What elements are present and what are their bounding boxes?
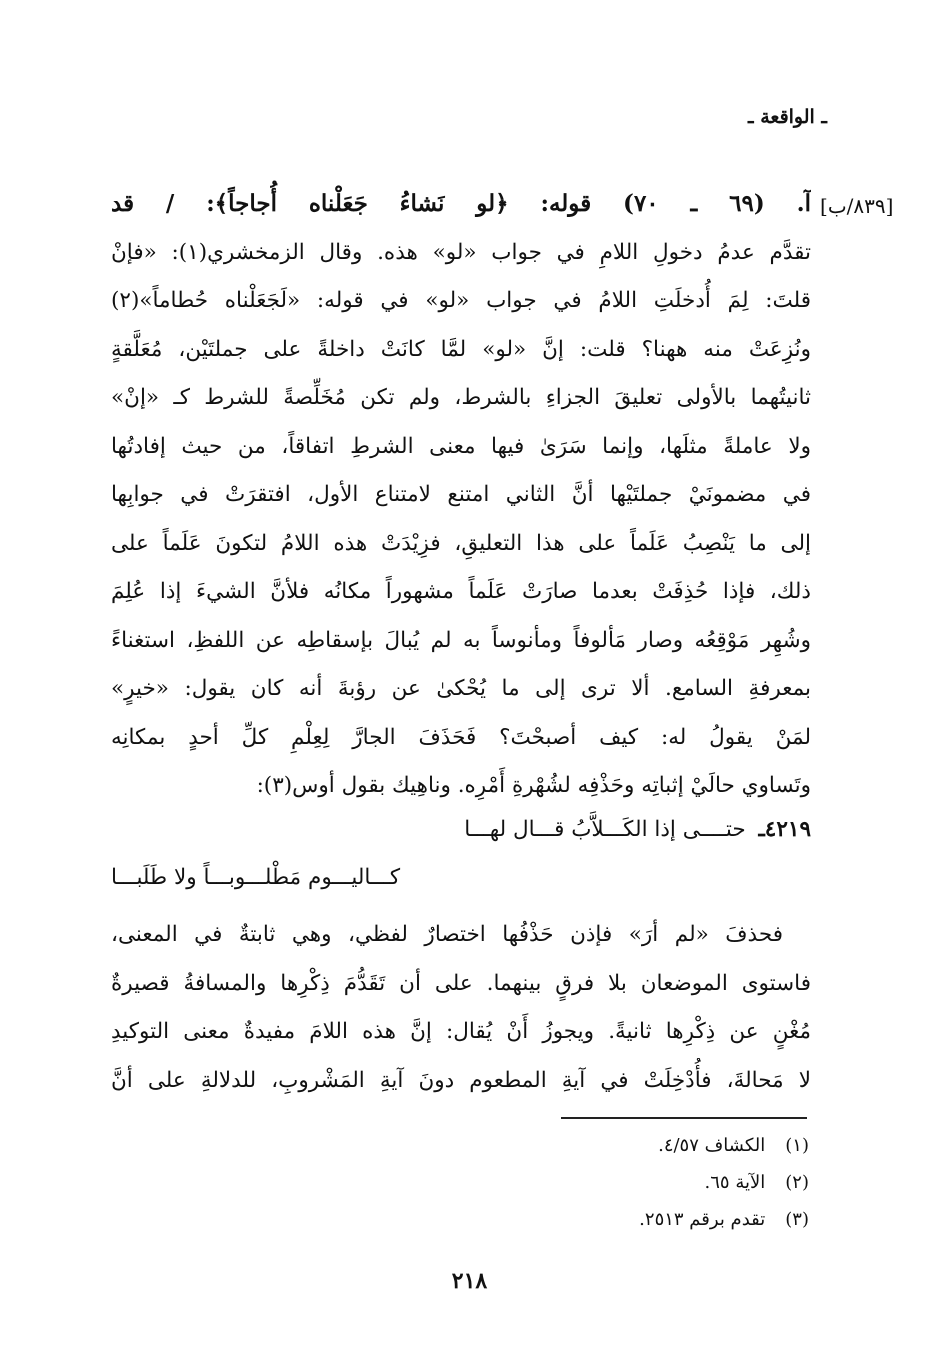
body-line: ونُزِعَتْ منه ههنا؟ قلت: إنَّ «لو» لمَّا كانَتْ داخلةً على جملتَيْن، مُعَلَّقةٍ <box>111 336 811 362</box>
running-header: ـ الواقعة ـ <box>748 106 827 128</box>
body-line: قلتَ: لِمَ أُدخلَتِ اللامُ في جواب «لو» في قوله: «لَجَعَلْناه حُطاماً»(٢) <box>111 288 811 313</box>
body-line: فحذفَ «لم أرَ» فإذن حَذْفُها اختصارٌ لفظي، وهي ثابتةٌ في المعنى، <box>111 922 783 947</box>
verse-hemistich-1 <box>111 806 811 854</box>
footnote-text: الآية ٦٥. <box>704 1172 766 1193</box>
margin-reference: [٨٣٩/ب] <box>820 194 894 218</box>
body-line: ذلك، فإذا حُذِفَتْ بعدما صارَتْ عَلَماً مشهوراً مكانُه فلأنَّ الشيءَ إذا عُلِمَ <box>111 579 811 604</box>
footnote-text: تقدم برقم ٢٥١٣. <box>639 1209 766 1230</box>
body-line-heading: آ. (٦٩ ـ ٧٠) قوله: ﴿لو نَشاءُ جَعَلْناه أُجاجاً﴾: / قد <box>111 190 811 217</box>
footnote-item <box>409 1127 809 1164</box>
body-line: بمعرفةِ السامع. ألا ترى إلى ما يُحْكىٰ عن رؤبةَ أنه كان يقول: «خيرٍ» <box>111 676 811 701</box>
body-text <box>111 180 811 811</box>
body-paragraph-2 <box>111 912 811 1106</box>
verse-line-1-text: حتــــى إذا الكَـــلاَّبُ قـــال لهـــا <box>464 817 746 842</box>
poetry-verse <box>111 806 811 902</box>
body-line: فاستوى الموضعان بلا فرقٍ بينهما. على أن تَقَدُّمَ ذِكْرِها والمسافةُ قصيرةٌ <box>111 970 811 996</box>
body-line: ثانيتُهما بالأولى تعليقَ الجزاءِ بالشرط، ولم تكن مُخَلِّصةً للشرط كـ «إنْ» <box>111 385 811 410</box>
body-line: لمَنْ يقولُ له: كيف أصبحْتَ؟ فَحَذَفَ الجارَّ لِعِلْمِ كلِّ أحدٍ بمكانِه <box>111 724 811 750</box>
footnote-number: (١) <box>785 1135 809 1156</box>
footnote-text: الكشاف ٤/٥٧. <box>658 1135 766 1156</box>
body-line: إلى ما يَنْصِبُ عَلَماً على هذا التعليقِ، فزِيْدَتْ هذه اللامُ لتكونَ عَلَماً على <box>111 530 811 556</box>
footnote-item <box>409 1164 809 1201</box>
body-line: وتَساوي حالَيْ إثباتِه وحَذْفِه لشُهْرةِ أَمْرِه. وناهِيك بقول أوس(٣): <box>256 773 811 798</box>
body-line: في مضمونَيْ جملتَيْها أنَّ الثاني امتنع لامتناع الأول، افتقرَتْ في جوابِها <box>111 482 811 507</box>
body-line: لا مَحالةَ، فأُدْخِلَتْ في آيةِ المطعوم دونَ آيةِ المَشْروبِ، للدلالةِ على أنَّ <box>111 1067 811 1093</box>
body-line: مُغْنٍ عن ذِكْرِها ثانيةً. ويجوزُ أَنْ يُقال: إنَّ هذه اللامَ مفيدةٌ معنى التوكيدِ <box>111 1019 811 1044</box>
body-line: تقدَّم عدمُ دخولِ اللامِ في جواب «لو» هذه. وقال الزمخشري(١): «فإنْ <box>111 239 811 265</box>
footnote-number: (٣) <box>785 1209 809 1230</box>
footnotes <box>409 1127 809 1238</box>
footnote-item <box>409 1201 809 1238</box>
body-line: وشُهِر مَوْقِعُه وصار مَألوفاً ومأنوساً به لم يُبالَ بإسقاطِه عن اللفظِ، استغناءً <box>111 627 811 653</box>
verse-number: ٤٢١٩ـ <box>758 817 811 842</box>
verse-line-2-text: كـــاليـــوم مَطْلـــوبـــاً ولا طَلَبـــا <box>111 865 401 890</box>
verse-hemistich-2 <box>111 854 811 902</box>
body-line: ولا عاملةً مثلَها، وإنما سَرَىٰ فيها معنى الشرطِ اتفاقاً، من حيث إفادتُها <box>111 433 811 459</box>
footnote-divider <box>561 1117 807 1119</box>
footnote-number: (٢) <box>785 1172 809 1193</box>
page-number: ٢١٨ <box>451 1268 488 1294</box>
